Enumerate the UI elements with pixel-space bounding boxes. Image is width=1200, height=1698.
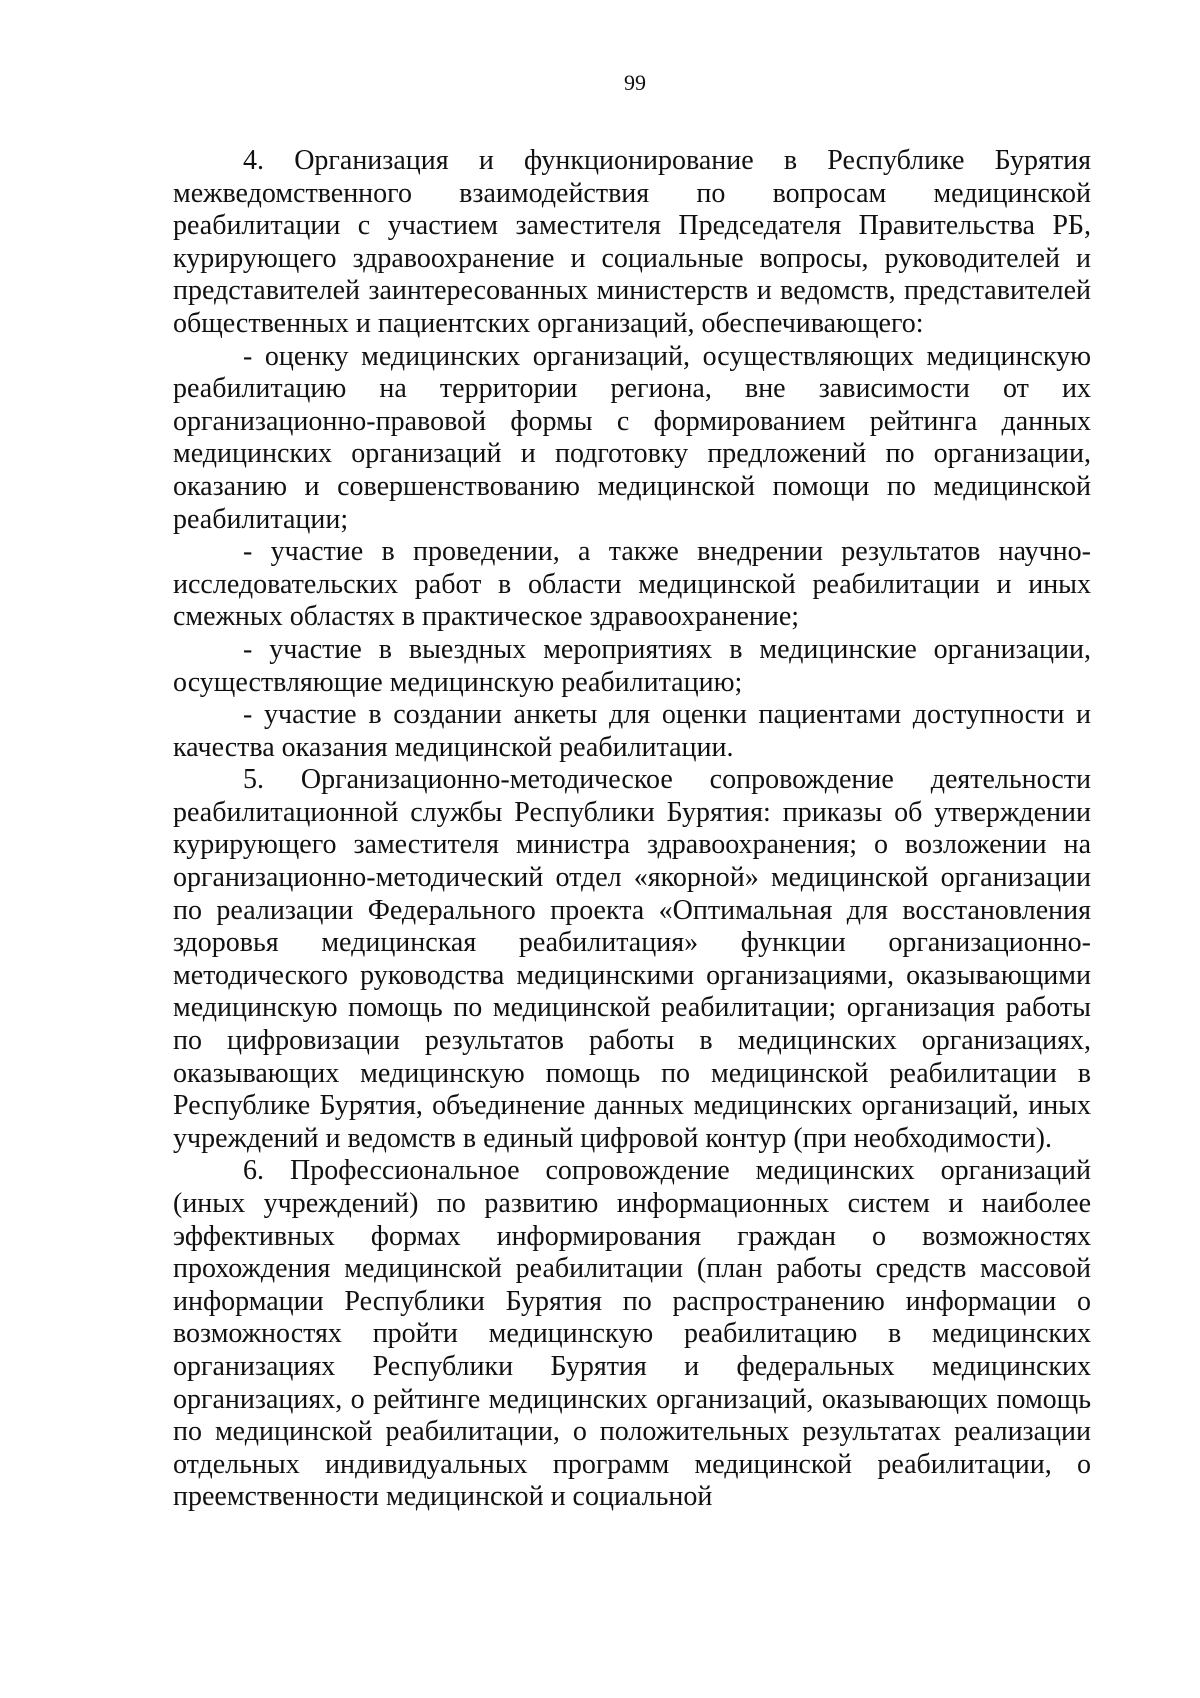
paragraph-bullet-questionnaire: - участие в создании анкеты для оценки пациентами доступности и качества оказания медицинской реабилитации. (173, 699, 1091, 763)
paragraph-bullet-field-visits: - участие в выездных мероприятиях в медицинские организации, осуществляющие медицинскую реабилитацию; (173, 633, 1091, 698)
page-number: 99 (624, 70, 646, 95)
paragraph-item-6: 6. Профессиональное сопровождение медицинских организаций (иных учреждений) по развитию информационных систем и наиболее эффективных формах информирования граждан о возможностях прохождения медицинской реабилитации (план работы средств массовой информации Республики Бурятия по распространению информации о возможностях пройти медицинскую реабилитацию в медицинских организациях Республики Бурятия и федеральных медицинских организациях, о рейтинге медицинских организаций, оказывающих помощь по медицинской реабилитации, о положительных результатах реализации отдельных индивидуальных программ медицинской реабилитации, о преемственности медицинской и социальной (173, 1155, 1091, 1513)
paragraph-bullet-evaluation: - оценку медицинских организаций, осуществляющих медицинскую реабилитацию на территории региона, вне зависимости от их организационно-правовой формы с формированием рейтинга данных медицинских организаций и подготовку предложений по организации, оказанию и совершенствованию медицинской помощи по медицинской реабилитации; (173, 340, 1091, 535)
document-body (173, 145, 1091, 1514)
paragraph-bullet-research: - участие в проведении, а также внедрении результатов научно-исследовательских работ в области медицинской реабилитации и иных смежных областях в практическое здравоохранение; (173, 536, 1091, 633)
paragraph-item-4: 4. Организация и функционирование в Республике Бурятия межведомственного взаимодействия по вопросам медицинской реабилитации с участием заместителя Председателя Правительства РБ, курирующего здравоохранение и социальные вопросы, руководителей и представителей заинтересованных министерств и ведомств, представителей общественных и пациентских организаций, обеспечивающего: (173, 145, 1091, 339)
paragraph-item-5: 5. Организационно-методическое сопровождение деятельности реабилитационной службы Республики Бурятия: приказы об утверждении курирующего заместителя министра здравоохранения; о возложении на организационно-методический отдел «якорной» медицинской организации по реализации Федерального проекта «Оптимальная для восстановления здоровья медицинская реабилитация» функции организационно-методического руководства медицинскими организациями, оказывающими медицинскую помощь по медицинской реабилитации; организация работы по цифровизации результатов работы в медицинских организациях, оказывающих медицинскую помощь по медицинской реабилитации в Республике Бурятия, объединение данных медицинских организаций, иных учреждений и ведомств в единый цифровой контур (при необходимости). (173, 764, 1091, 1154)
